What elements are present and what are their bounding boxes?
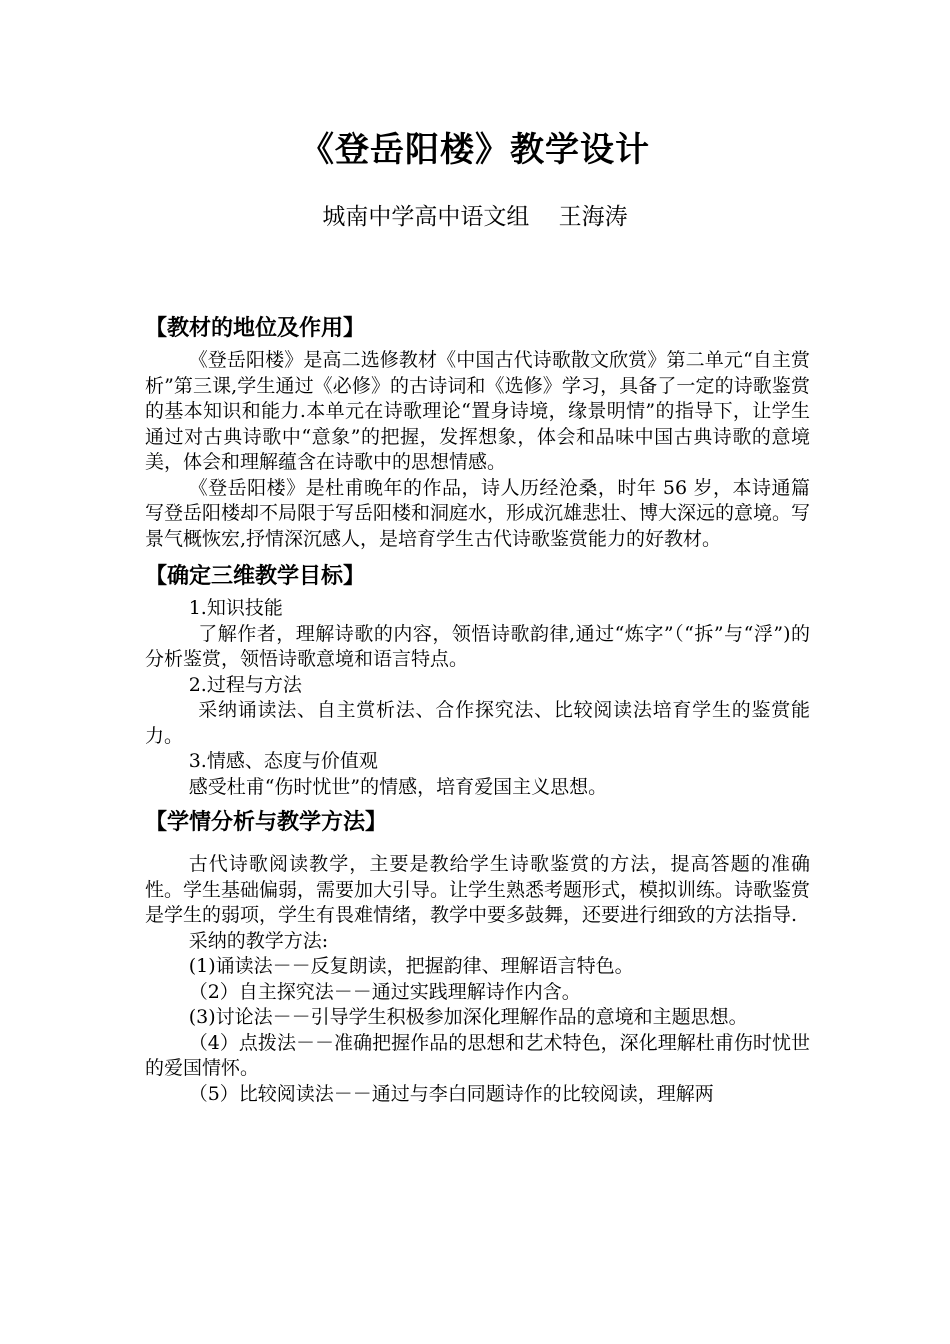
methods-intro: 采纳的教学方法:: [188, 929, 329, 952]
method-item-5: （5）比较阅读法－－通过与李白同题诗作的比较阅读，理解两: [188, 1082, 714, 1105]
goal-text-process: 采纳诵读法、自主赏析法、合作探究法、比较阅读法培育学生的鉴赏能力。: [145, 699, 810, 747]
section-heading-objectives: 【确定三维教学目标】: [145, 564, 366, 589]
method-item-2: （2）自主探究法－－通过实践理解诗作内含。: [188, 980, 581, 1003]
goal-title-emotion: 3.情感、态度与价值观: [188, 750, 378, 772]
goal-title-process: 2.过程与方法: [188, 673, 302, 696]
goal-title-knowledge: 1.知识技能: [188, 597, 283, 619]
section-heading-analysis: 【学情分析与教学方法】: [145, 810, 388, 835]
author-byline: 城南中学高中语文组 王海涛: [322, 204, 628, 230]
page-title: 《登岳阳楼》教学设计: [300, 130, 650, 170]
goal-text-emotion: 感受杜甫“伤时忧世”的情感，培育爱国主义思想。: [188, 775, 608, 798]
method-item-1: (1)诵读法－－反复朗读，把握韵律、理解语言特色。: [188, 955, 634, 977]
method-item-3: (3)讨论法－－引导学生积极参加深化理解作品的意境和主题思想。: [188, 1006, 748, 1028]
document-body: [145, 310, 810, 1107]
paragraph-learner-analysis: 古代诗歌阅读教学，主要是教给学生诗歌鉴赏的方法，提高答题的准确性。学生基础偏弱，需要加大引导。让学生熟悉考题形式，模拟训练。诗歌鉴赏是学生的弱项，学生有畏难情绪，教学中要多鼓舞，还要进行细致的方法指导.: [145, 853, 811, 926]
method-item-4: （4）点拨法－－准确把握作品的思想和艺术特色，深化理解杜甫伤时忧世的爱国情怀。: [145, 1031, 810, 1079]
paragraph-poem-background: 《登岳阳楼》是杜甫晚年的作品，诗人历经沧桑，时年 56 岁，本诗通篇写登岳阳楼却不局限于写岳阳楼和洞庭水，形成沉雄悲壮、博大深远的意境。写景气概恢宏,抒情深沉感人，是培育学生古代诗歌鉴赏能力的好教材。: [145, 476, 811, 550]
section-heading-material: 【教材的地位及作用】: [145, 316, 366, 341]
goal-text-knowledge: 了解作者，理解诗歌的内容，领悟诗歌韵律,通过“炼字”（“拆”与“浮”)的分析鉴赏，领悟诗歌意境和语言特点。: [145, 622, 810, 670]
paragraph-material-position: 《登岳阳楼》是高二选修教材《中国古代诗歌散文欣赏》第二单元“自主赏析”第三课,学生通过《必修》的古诗词和《选修》学习，具备了一定的诗歌鉴赏的基本知识和能力.本单元在诗歌理论“置身诗境，缘景明情”的指导下，让学生通过对古典诗歌中“意象”的把握，发挥想象，体会和品味中国古典诗歌的意境美，体会和理解蕴含在诗歌中的思想情感。: [145, 349, 810, 473]
